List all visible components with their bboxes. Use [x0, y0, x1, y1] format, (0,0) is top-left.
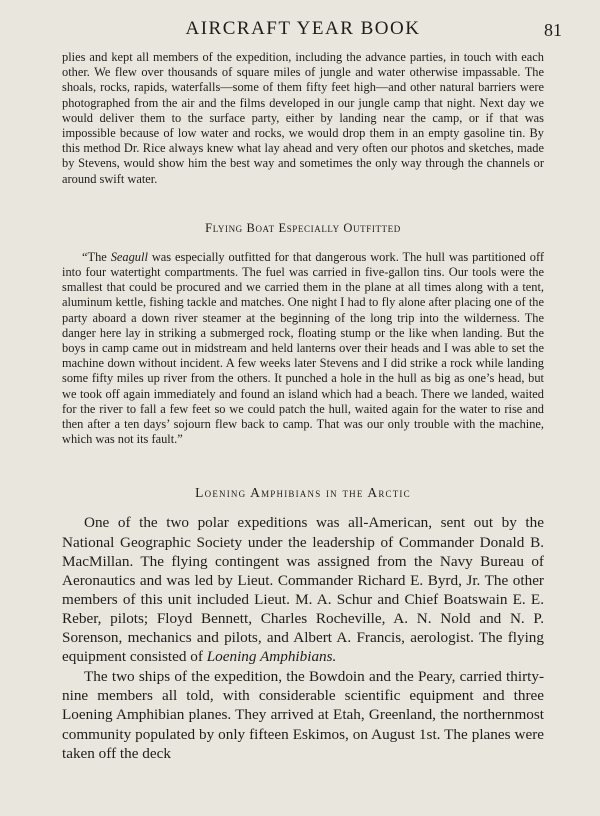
text-run: One of the two polar expeditions was all-American, sent out by the National Geographic Society under the leadership of Commander Donald B. MacMillan. The flying contingent was assigned from the Navy Bureau of Aeronautics and was led by Lieut. Commander Richard E. Byrd, Jr. The other members of this unit included Lieut. M. A. Schur and Chief Boatswain E. E. Reber, pilots; Floyd Bennett, Charles Rocheville, A. N. Nold and N. P. Sorenson, mechanics and pilots, and Albert A. Francis, aerologist. The flying equipment consisted of [62, 514, 544, 666]
paragraph-continued: plies and kept all members of the expedition, including the advance parties, in touch with each other. We flew over thousands of square miles of jungle and water otherwise impassable. The shoals, rocks, rapids, waterfalls—some of them fifty feet high—and other natural barriers were photographed from the air and the films developed in our jungle camp that night. Next day we would deliver them to the surface party, either by landing near the camp, or if that was impossible because of low water and rocks, we would drop them in an empty gasoline tin. By this method Dr. Rice always knew what lay ahead and very often our photos and sketches, made by Stevens, would show him the best way and sometimes the only way through the channels or around swift water. [62, 50, 544, 186]
paragraph-polar-expedition [62, 513, 544, 666]
italic-run: Seagull [110, 249, 148, 264]
paragraph-seagull-quote [62, 250, 544, 448]
page-number: 81 [544, 20, 562, 40]
text-run: “The [82, 249, 111, 264]
section-heading-loening: Loening Amphibians in the Arctic [195, 485, 411, 501]
running-head-title: AIRCRAFT YEAR BOOK [185, 18, 421, 39]
running-head [62, 18, 562, 48]
text-run: was especially outfitted for that dangerous work. The hull was partitioned off into four watertight compartments. The fuel was carried in five-gallon tins. Our tools were the smallest that could be procured and we carried them in the plane at all times along with a tent, aluminum kettle, fishing tackle and matches. One night I had to fly alone after placing one of the party aboard a down river steamer at the beginning of the long trip into the wilderness. The danger here lay in striking a submerged rock, floating stump or the like when landing. But the boys in camp came out in midstream and held lanterns over their heads and I was able to set the machine down without incident. A few weeks later Stevens and I did strike a rock while landing some fifty miles up river from the others. It punched a hole in the hull as big as one’s head, but we took off again immediately and found an island which had a beach. There we landed, waited for the river to fall a few feet so we could patch the hull, waited again for the water to rise and then after a ten days’ sojourn flew back to camp. That was our only trouble with the machine, which was not its fault.” [62, 249, 544, 447]
italic-run: Loening Amphibians. [206, 648, 337, 666]
subheading-flying-boat: Flying Boat Especially Outfitted [205, 220, 401, 235]
paragraph-bowdoin-peary: The two ships of the expedition, the Bowdoin and the Peary, carried thirty-nine members all told, with considerable scientific equipment and three Loening Amphibian planes. They arrived at Etah, Greenland, the northernmost community populated by only fifteen Eskimos, on August 1st. The planes were taken off the deck [62, 668, 544, 762]
